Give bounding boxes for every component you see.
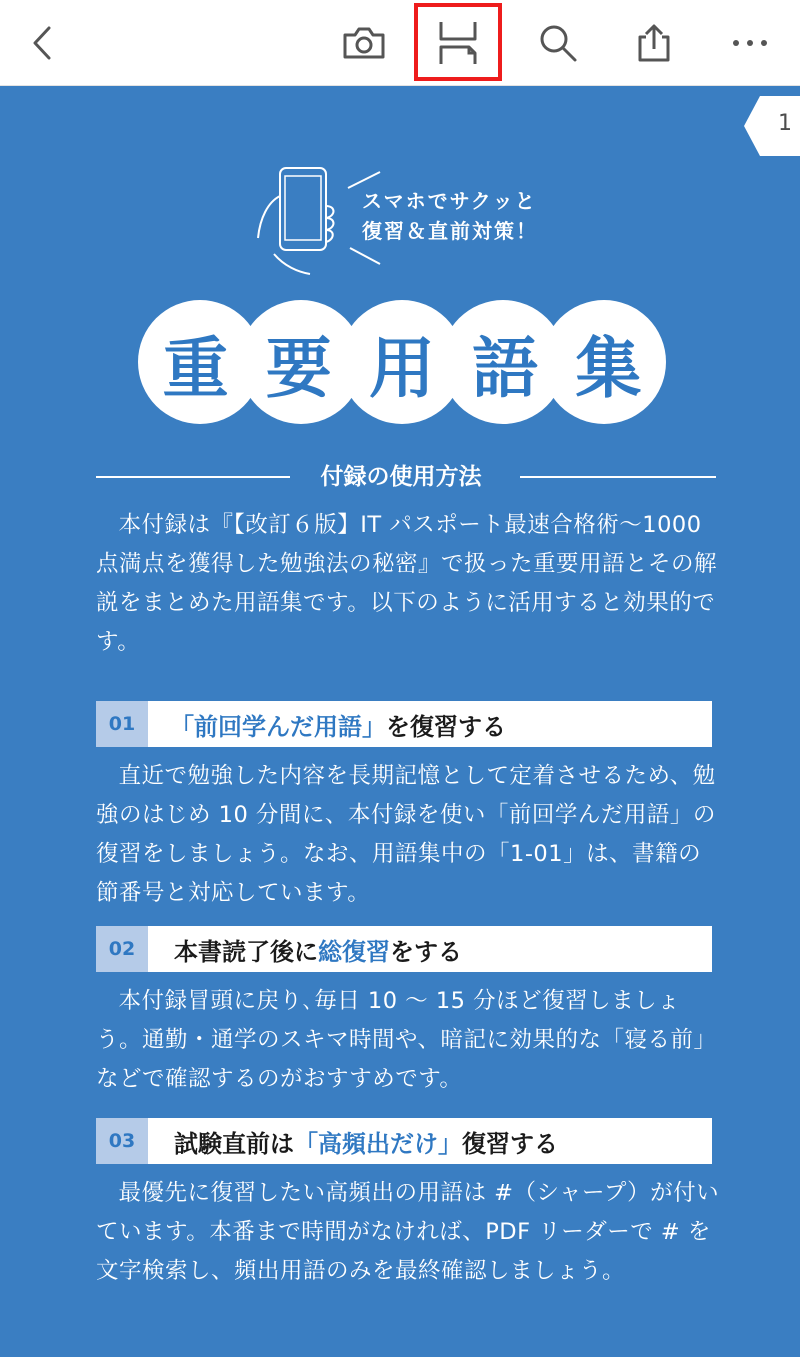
- item-title: [174, 1118, 558, 1164]
- page-number-tab[interactable]: [742, 96, 800, 156]
- item-number: 02: [96, 926, 148, 972]
- chevron-left-icon: [31, 25, 53, 61]
- item-body-01: 直近で勉強した内容を長期記憶として定着させるため、勉強のはじめ 10 分間に、本付録を使い「前回学んだ用語」の復習をしましょう。なお、用語集中の「1-01」は、書籍の節番号と対応しています。: [96, 763, 716, 906]
- back-button[interactable]: [16, 0, 68, 86]
- share-button[interactable]: [626, 0, 682, 86]
- more-button[interactable]: [722, 0, 778, 86]
- item-title: [174, 926, 462, 972]
- heading-rule-right: [520, 476, 716, 478]
- item-heading-02: [96, 926, 712, 972]
- title-char: 要: [265, 329, 332, 407]
- title-char: 集: [575, 329, 642, 407]
- item-body-02: 本付録冒頭に戻り､毎日 10 ～ 15 分ほど復習しましょう。通勤・通学のスキマ時間や、暗記に効果的な「寝る前」などで確認するのがおすすめです。: [96, 988, 717, 1092]
- title-char: 用: [368, 329, 435, 407]
- item-title-rest: をする: [390, 937, 462, 966]
- highlight-frame: [414, 3, 502, 81]
- item-title-rest: を復習する: [386, 712, 506, 741]
- heading-rule-left: [96, 476, 290, 478]
- pdf-page: [0, 86, 800, 1357]
- tagline-line-1: スマホでサクッと: [362, 189, 537, 213]
- title-char: 重: [162, 329, 229, 407]
- page-title: [138, 300, 666, 424]
- item-title-highlight: 「前回学んだ用語」: [170, 712, 386, 741]
- search-icon: [538, 23, 578, 63]
- item-heading-01: [96, 701, 712, 747]
- item-title-rest: 復習する: [462, 1129, 558, 1158]
- item-title-highlight: 総復習: [318, 937, 390, 966]
- item-number: 01: [96, 701, 148, 747]
- page-number: 1: [778, 111, 792, 136]
- item-title-before: 本書読了後に: [174, 937, 318, 966]
- tagline: [362, 186, 538, 246]
- item-number: 03: [96, 1118, 148, 1164]
- share-icon: [634, 23, 674, 63]
- item-title-highlight: 「高頻出だけ」: [294, 1129, 462, 1158]
- more-icon: [730, 38, 770, 48]
- intro-text: 本付録は『【改訂６版】IT パスポート最速合格術～1000 点満点を獲得した勉強法の秘密』で扱った重要用語とその解説をまとめた用語集です。以下のように活用すると効果的です。: [96, 512, 718, 655]
- item-body-03: 最優先に復習したい高頻出の用語は #（シャープ）が付いています。本番まで時間がなければ、PDF リーダーで # を文字検索し、頻出用語のみを最終確認しましょう。: [96, 1180, 720, 1284]
- search-button[interactable]: [530, 0, 586, 86]
- camera-button[interactable]: [336, 0, 392, 86]
- section-heading: 付録の使用方法: [320, 464, 482, 490]
- tagline-line-2: 復習＆直前対策！: [362, 219, 538, 243]
- item-title: [170, 701, 506, 747]
- title-char: 語: [472, 329, 539, 407]
- item-heading-03: [96, 1118, 712, 1164]
- viewer-toolbar: [0, 0, 800, 86]
- item-title-before: 試験直前は: [174, 1129, 294, 1158]
- camera-icon: [341, 25, 387, 61]
